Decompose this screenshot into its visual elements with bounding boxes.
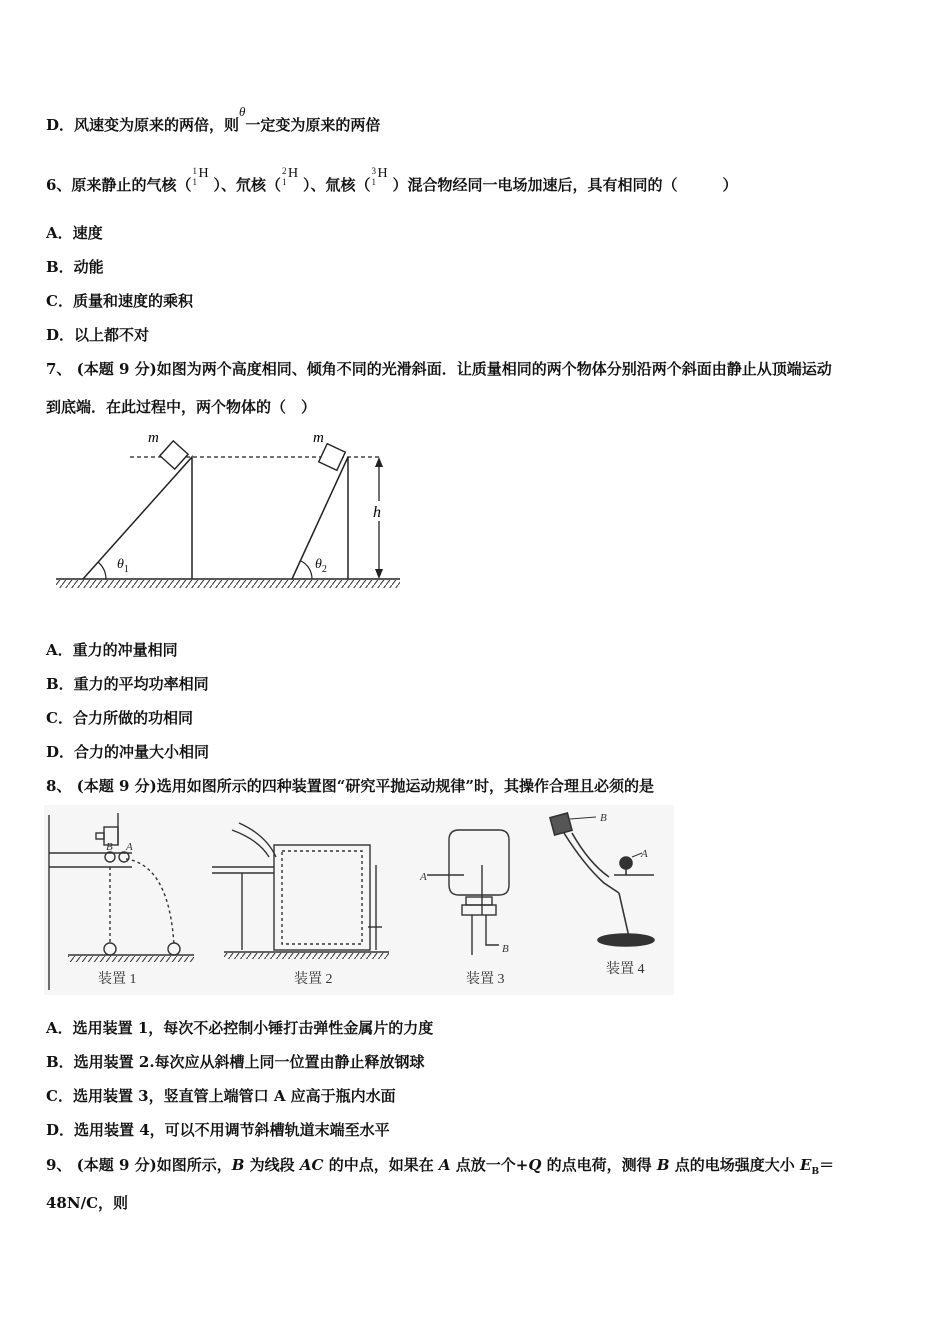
q6-stem-part: 6、原来静止的气核（: [46, 176, 192, 194]
q9-text: 点放一个+: [450, 1156, 529, 1174]
q9-text: 的点电荷，测得: [541, 1156, 657, 1174]
theta-2: θ: [315, 557, 322, 572]
device1-label-b: B: [106, 841, 113, 853]
nuclide-mass: 2: [281, 166, 287, 176]
theta-1: θ: [117, 557, 124, 572]
device4-label-b: B: [600, 812, 607, 824]
incline-1: [83, 457, 192, 579]
nuclide-mass: 3: [371, 166, 376, 176]
q9-var-a: A: [438, 1156, 451, 1174]
mass-label-1: m: [148, 430, 159, 446]
q8-option-c: C．选用装置 3，竖直管上端管口 A 应高于瓶内水面: [46, 1087, 396, 1105]
caption-device-1: 装置 1: [98, 972, 137, 987]
angle-arc-2: [301, 561, 312, 579]
q7-stem-line1: 7、 (本题 9 分)如图为两个高度相同、倾角不同的光滑斜面．让质量相同的两个物体分别沿两个斜面由静止从顶端运动: [46, 360, 832, 378]
nuclide-symbol: H: [287, 166, 299, 181]
q5-option-d-text: D．风速变为原来的两倍，则: [46, 116, 240, 134]
q9-stem-line2: 48N/C，则: [46, 1194, 129, 1212]
angle-label-2: [315, 557, 327, 575]
nuclide-symbol: H: [198, 166, 209, 181]
q9-var-q: Q: [528, 1156, 542, 1174]
q9-stem-line1: [46, 1155, 834, 1182]
arrow-head-down: [375, 569, 383, 579]
q8-option-d: D．选用装置 4，可以不用调节斜槽轨道末端至水平: [46, 1121, 390, 1139]
nuclide-charge: 1: [371, 177, 376, 187]
height-label: h: [373, 504, 381, 521]
nuclide-deuterium: [281, 166, 303, 195]
q8-apparatus-figure: [44, 805, 674, 995]
device3-label-a: A: [420, 871, 427, 883]
q7-option-b: B．重力的平均功率相同: [46, 675, 209, 693]
q8-stem: 8、 (本题 9 分)选用如图所示的四种装置图“研究平抛运动规律”时，其操作合理且必须的是: [46, 777, 654, 795]
nuclide-mass: 1: [192, 166, 197, 176]
q5-option-d-tail: 一定变为原来的两倍: [245, 116, 381, 134]
q6-option-b: B．动能: [46, 258, 104, 276]
ground-hatch: [56, 580, 400, 588]
q9-var-b: B: [656, 1156, 670, 1174]
caption-device-2: 装置 2: [294, 972, 333, 987]
q6-option-d: D．以上都不对: [46, 326, 150, 344]
q6-option-a: A．速度: [46, 224, 103, 242]
q9-text: 点的电场强度大小: [669, 1156, 801, 1174]
q9-var-b: B: [231, 1156, 245, 1174]
caption-device-3: 装置 3: [466, 972, 505, 987]
q9-text: 9、 (本题 9 分)如图所示，: [46, 1156, 232, 1174]
block-2: [319, 444, 346, 471]
theta-2-sub: 2: [321, 563, 327, 575]
device4-label-a: A: [641, 848, 648, 860]
q9-text: 为线段: [244, 1156, 300, 1174]
q7-option-c: C．合力所做的功相同: [46, 709, 193, 727]
arrow-head-up: [375, 457, 383, 467]
q6-stem-part: ）混合物经同一电场加速后，具有相同的（ ）: [392, 176, 738, 194]
angle-arc-1: [98, 562, 106, 579]
nuclide-tritium: [370, 166, 392, 195]
q9-text: 的中点，如果在: [323, 1156, 439, 1174]
device3-label-b: B: [502, 943, 509, 955]
caption-device-4: 装置 4: [606, 962, 645, 977]
angle-label-1: [117, 557, 129, 575]
mass-label-2: m: [313, 430, 324, 446]
q6-stem-part: ）、氚核（: [302, 176, 371, 194]
q8-option-b: B．选用装置 2.每次应从斜槽上同一位置由静止释放钢球: [46, 1053, 425, 1071]
nuclide-charge: 1: [192, 177, 197, 187]
q7-option-d: D．合力的冲量大小相同: [46, 743, 210, 761]
nuclide-charge: 1: [281, 177, 287, 187]
q6-stem-part: ）、氘核（: [213, 176, 281, 194]
q9-text: ＝: [819, 1156, 835, 1174]
q5-option-d: [46, 104, 381, 136]
q9-var-ac: AC: [299, 1156, 324, 1174]
q9-var-e: E: [800, 1156, 812, 1174]
q7-option-a: A．重力的冲量相同: [46, 641, 178, 659]
q6-option-c: C．质量和速度的乘积: [46, 292, 193, 310]
theta-1-sub: 1: [123, 563, 129, 575]
q9-var-e-sub: B: [811, 1167, 820, 1177]
device1-label-a: A: [126, 841, 133, 853]
q6-stem: [46, 166, 738, 195]
block-1: [160, 441, 188, 469]
theta-symbol: θ: [239, 104, 246, 119]
q8-option-a: A．选用装置 1，每次不必控制小锤打击弹性金属片的力度: [46, 1019, 434, 1037]
nuclide-symbol: H: [377, 166, 388, 181]
q7-incline-figure: [50, 425, 410, 595]
nuclide-protium: [191, 166, 213, 195]
q7-stem-line2: 到底端．在此过程中，两个物体的（ ）: [46, 398, 317, 416]
